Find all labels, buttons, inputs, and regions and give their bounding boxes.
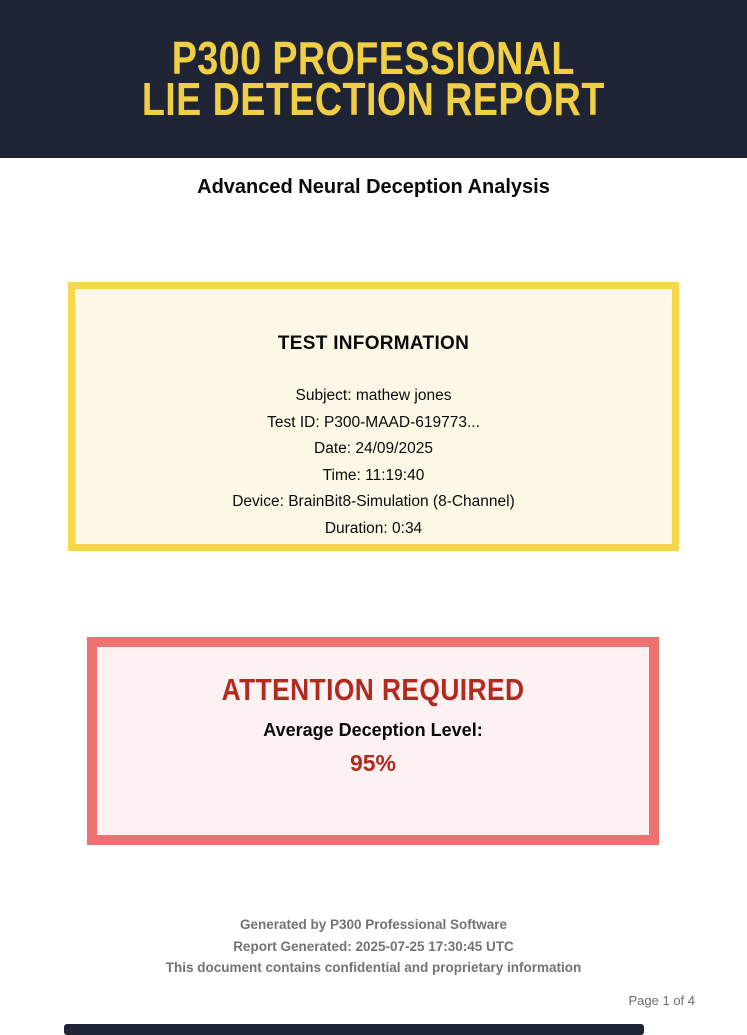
horizontal-scrollbar-thumb[interactable] — [64, 1024, 644, 1035]
deception-level-label: Average Deception Level: — [263, 720, 483, 740]
page-indicator: Page 1 of 4 — [628, 993, 695, 1008]
info-field-test-id: Test ID: P300-MAAD-619773... — [267, 413, 480, 431]
deception-level-value: 95% — [349, 750, 397, 776]
attention-required-heading: ATTENTION REQUIRED — [221, 672, 525, 707]
report-title-line2: LIE DETECTION REPORT — [142, 73, 605, 125]
attention-required-box — [87, 637, 659, 845]
info-field-duration: Duration: 0:34 — [324, 519, 423, 537]
report-header-band — [0, 0, 747, 158]
report-title — [142, 32, 605, 125]
info-field-date: Date: 24/09/2025 — [314, 440, 433, 457]
info-field-device: Device: BrainBit8-Simulation (8-Channel) — [232, 493, 515, 510]
report-footer — [0, 914, 747, 979]
report-subtitle: Advanced Neural Deception Analysis — [197, 176, 550, 198]
footer-confidential: This document contains confidential and proprietary information — [165, 960, 582, 975]
test-information-heading: TEST INFORMATION — [277, 333, 470, 354]
test-information-fields — [75, 383, 672, 542]
info-field-subject: Subject: mathew jones — [295, 387, 452, 404]
footer-generated-time: Report Generated: 2025-07-25 17:30:45 UTC — [233, 938, 514, 954]
test-information-box — [68, 282, 679, 551]
info-field-time: Time: 11:19:40 — [322, 466, 425, 484]
footer-generated-by: Generated by P300 Professional Software — [239, 917, 508, 932]
report-title-line1: P300 PROFESSIONAL — [171, 32, 576, 84]
